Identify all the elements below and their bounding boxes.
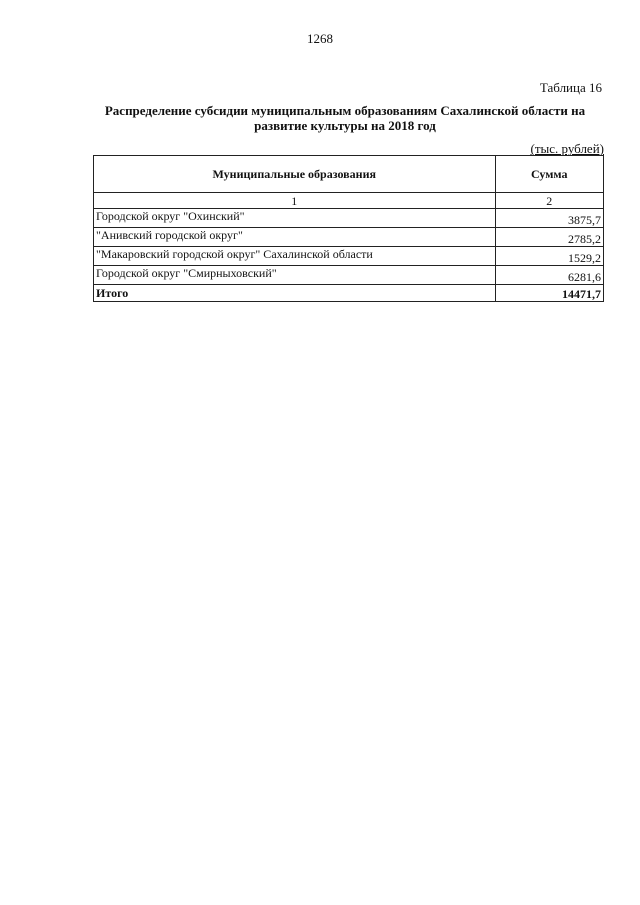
total-amount: 14471,7 <box>495 285 603 302</box>
table-label: Таблица 16 <box>539 80 602 95</box>
table-row <box>94 266 604 285</box>
column-number-1: 1 <box>94 193 496 209</box>
row-name: Городской округ "Охинский" <box>94 209 496 228</box>
header-amount: Сумма <box>495 156 603 193</box>
subsidy-table <box>93 155 604 302</box>
document-title <box>95 103 595 133</box>
total-label: Итого <box>94 285 496 302</box>
table-row <box>94 228 604 247</box>
table-header-row <box>94 156 604 193</box>
header-municipalities: Муниципальные образования <box>94 156 496 193</box>
column-number-2: 2 <box>495 193 603 209</box>
row-amount: 1529,2 <box>495 247 603 266</box>
row-name: "Анивский городской округ" <box>94 228 496 247</box>
total-row <box>94 285 604 302</box>
row-amount: 6281,6 <box>495 266 603 285</box>
units-text: (тыс. рублей) <box>530 141 604 156</box>
page-number: 1268 <box>307 31 333 46</box>
title-line-1: Распределение субсидии муниципальным образованиям Сахалинской области на <box>104 103 586 118</box>
row-name: Городской округ "Смирныховский" <box>94 266 496 285</box>
title-line-2: развитие культуры на 2018 год <box>254 118 436 133</box>
row-name: "Макаровский городской округ" Сахалинской области <box>94 247 496 266</box>
column-number-row <box>94 193 604 209</box>
table-row <box>94 247 604 266</box>
row-amount: 3875,7 <box>495 209 603 228</box>
row-amount: 2785,2 <box>495 228 603 247</box>
table-row <box>94 209 604 228</box>
